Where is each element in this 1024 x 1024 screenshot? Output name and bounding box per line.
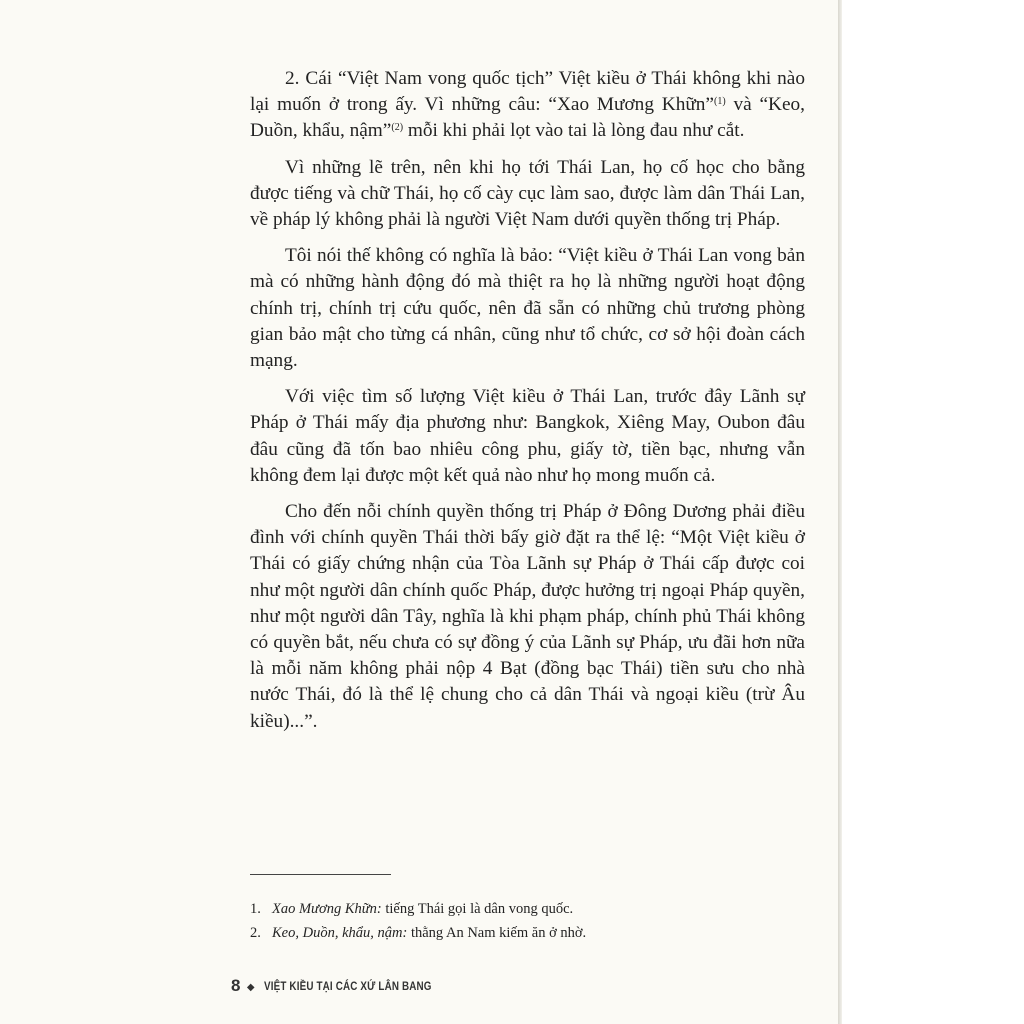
footnote-separator: [250, 874, 391, 875]
footnote-text: thằng An Nam kiếm ăn ở nhờ.: [407, 925, 587, 941]
paragraph-text: Với việc tìm số lượng Việt kiều ở Thái Lan, trước đây Lãnh sự Pháp ở Thái mấy địa phương như: Bangkok, Xiêng May, Oubon đâu đâu cũng đã tốn bao nhiêu công phu, giấy tờ, tiền bạc, nhưng vẫn không đem lại được một kết quả nào như họ mong muốn cả.: [250, 386, 805, 486]
footnote: [250, 897, 805, 921]
paragraph-text: 2. Cái “Việt Nam vong quốc tịch” Việt kiều ở Thái không khi nào lại muốn ở trong ấy. Vì những câu: “Xao Mương Khữn”: [250, 68, 805, 116]
paragraph-text: Cho đến nỗi chính quyền thống trị Pháp ở Đông Dương phải điều đình với chính quyền Thái thời bấy giờ đặt ra thể lệ: “Một Việt kiều ở Thái có giấy chứng nhận của Tòa Lãnh sự Pháp ở Thái cấp được coi như một người dân chính quốc Pháp, được hưởng trị ngoại Pháp quyền, như một người dân Tây, nghĩa là khi phạm pháp, chính phủ Thái không có quyền bắt, nếu chưa có sự đồng ý của Lãnh sự Pháp, ưu đãi hơn nữa là mỗi năm không phải nộp 4 Bạt (đồng bạc Thái) tiền sưu cho nhà nước Thái, đó là thể lệ chung cho cả dân Thái và ngoại kiều (trừ Âu kiều)...”.: [250, 501, 805, 732]
paragraph-text: Vì những lẽ trên, nên khi họ tới Thái Lan, họ cố học cho bằng được tiếng và chữ Thái, họ cố cày cục làm sao, được làm dân Thái Lan, về pháp lý không phải là người Việt Nam dưới quyền thống trị Pháp.: [250, 156, 805, 231]
footnote-number: 2.: [250, 925, 261, 941]
paragraph: [250, 66, 805, 145]
footnote: [250, 921, 805, 945]
paragraph: [250, 243, 805, 374]
footnote-number: 1.: [250, 901, 261, 917]
diamond-icon: ◆: [246, 982, 255, 993]
footnotes: [250, 897, 805, 945]
page-edge: [838, 0, 842, 1024]
footnote-text: tiếng Thái gọi là dân vong quốc.: [381, 901, 574, 917]
paragraph: [250, 155, 805, 234]
book-title: VIỆT KIỀU TẠI CÁC XỨ LÂN BANG: [263, 979, 432, 993]
footnote-ref: (1): [714, 96, 726, 108]
paragraph-text: mỗi khi phải lọt vào tai là lòng đau như cắt.: [403, 120, 745, 142]
footnote-term: Keo, Duồn, khẩu, nậm:: [272, 925, 408, 941]
running-footer: [231, 976, 468, 996]
footnote-ref: (2): [391, 122, 404, 134]
page-number: 8: [231, 976, 241, 995]
paragraph: [250, 384, 805, 489]
footnote-term: Xao Mương Khữn:: [272, 901, 382, 917]
body-text: [250, 66, 805, 745]
paragraph-text: Tôi nói thế không có nghĩa là bảo: “Việt kiều ở Thái Lan vong bản mà có những hành động đó mà thiệt ra họ là những người hoạt động chính trị, chính trị cứu quốc, nên đã sẵn có những chủ trương phòng gian bảo mật cho từng cá nhân, cũng như tổ chức, cơ sở hội đoàn cách mạng.: [250, 245, 805, 372]
paragraph-text: và “Keo, Duồn, khẩu, nậm”: [250, 94, 805, 142]
paragraph: [250, 499, 805, 735]
